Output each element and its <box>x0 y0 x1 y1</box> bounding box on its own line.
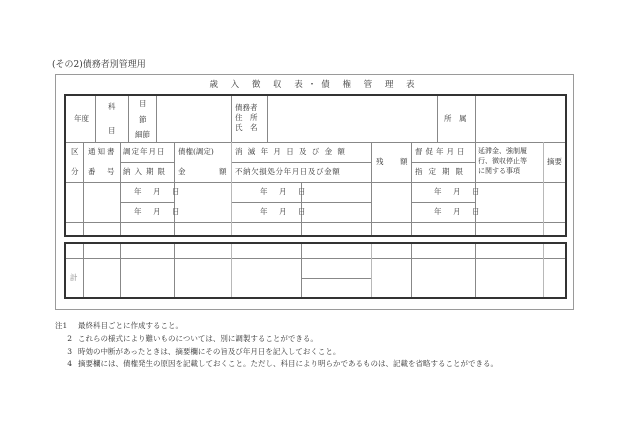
form-caption: (その2)債務者別管理用 <box>52 60 146 70</box>
claim-amount-label-left: 金 <box>178 167 186 176</box>
delinquency-label-line2: 行、徴収停止等 <box>478 157 527 165</box>
designated-deadline-field[interactable]: 年 月 日 <box>434 207 482 216</box>
notice-label-top: 通知書 <box>88 147 117 156</box>
row-divider <box>120 162 174 163</box>
col-divider <box>371 142 372 235</box>
row-divider <box>66 182 565 183</box>
extinction-label: 消滅年月日及び金額 <box>235 147 351 156</box>
note-text: 時効の中断があったときは、摘要欄にその旨及び年月日を記入しておくこと。 <box>78 346 341 356</box>
designated-deadline-label: 指定期限 <box>415 167 469 176</box>
payment-due-label: 納入期限 <box>123 167 169 176</box>
delinquency-label-line3: に関する事項 <box>478 167 520 175</box>
col-divider <box>128 96 129 142</box>
note-number: 2 <box>67 333 72 343</box>
payment-due-field[interactable]: 年 月 日 <box>134 207 182 216</box>
col-divider <box>371 244 372 297</box>
debtor-label-line3: 氏 名 <box>235 123 258 132</box>
claim-amount-label-right: 額 <box>219 167 227 176</box>
demand-date-field[interactable]: 年 月 日 <box>434 187 482 196</box>
debtor-label-line2: 住 所 <box>235 113 258 122</box>
col-divider <box>95 96 96 142</box>
balance-label-left: 残 <box>376 157 384 166</box>
affiliation-field[interactable] <box>476 96 565 142</box>
claim-amount-label-top: 債権(調定) <box>178 147 214 156</box>
col-divider <box>120 142 121 235</box>
demand-date-label: 督促年月日 <box>415 147 468 156</box>
row-divider <box>66 258 565 259</box>
subject-label-bottom: 目 <box>108 126 116 135</box>
col-divider <box>411 244 412 297</box>
item-label-bottom: 細節 <box>135 130 150 139</box>
affiliation-label: 所 属 <box>444 114 467 123</box>
item-field[interactable] <box>157 96 231 142</box>
col-divider <box>83 142 84 235</box>
note-item <box>55 346 498 359</box>
fiscal-year-label: 年度 <box>74 114 89 123</box>
fiscal-year-field[interactable] <box>66 96 95 142</box>
assessment-date-field[interactable]: 年 月 日 <box>134 187 182 196</box>
debtor-label-line1: 債務者 <box>235 103 258 112</box>
col-divider <box>231 142 232 235</box>
col-divider <box>174 244 175 297</box>
form-title: 歳 入 徴 収 表・債 権 管 理 表 <box>209 80 420 90</box>
note-number: 注1 <box>55 321 68 330</box>
category-label-top: 区 <box>71 147 79 156</box>
notes-section <box>55 320 498 371</box>
note-number: 4 <box>67 359 72 369</box>
col-divider <box>437 96 438 142</box>
note-item <box>55 320 498 333</box>
delinquency-label-line1: 延滞金、強制履 <box>478 147 527 155</box>
col-divider <box>231 96 232 142</box>
row-divider <box>231 162 371 163</box>
note-item <box>55 333 498 346</box>
row-divider <box>411 162 475 163</box>
note-text: 最終科目ごとに作成すること。 <box>78 321 183 330</box>
col-divider <box>411 142 412 235</box>
note-text: これらの様式により難いものについては、別に調製することができる。 <box>78 333 318 343</box>
extinction-date-field[interactable]: 年 月 日 <box>260 187 308 196</box>
col-divider <box>543 142 544 235</box>
row-divider <box>411 202 475 203</box>
assessment-date-label: 調定年月日 <box>123 147 166 156</box>
ledger-table <box>64 94 567 237</box>
row-divider <box>66 222 565 223</box>
remarks-label: 摘要 <box>547 157 562 166</box>
item-label-top: 目 <box>139 99 147 108</box>
col-divider <box>83 244 84 297</box>
row-divider <box>301 278 371 279</box>
default-loss-date-field[interactable]: 年 月 日 <box>260 207 308 216</box>
category-label-bottom: 分 <box>71 167 79 176</box>
total-table <box>64 242 567 299</box>
total-label: 計 <box>70 273 78 282</box>
default-loss-label: 不納欠損処分年月日及び金額 <box>235 167 341 176</box>
col-divider <box>231 244 232 297</box>
col-divider <box>301 244 302 297</box>
note-text: 摘要欄には、債権発生の原因を記載しておくこと。ただし、科目により明らかであるものは、記載を省略することができる。 <box>78 359 498 369</box>
notice-label-bottom: 番 号 <box>88 167 117 176</box>
debtor-field[interactable] <box>268 96 437 142</box>
note-number: 3 <box>67 346 72 356</box>
row-divider <box>120 202 174 203</box>
balance-label-right: 額 <box>400 157 408 166</box>
col-divider <box>543 244 544 297</box>
note-item <box>55 358 498 371</box>
row-divider <box>66 142 565 143</box>
col-divider <box>120 244 121 297</box>
subject-label-top: 科 <box>108 102 116 111</box>
item-label-mid: 節 <box>139 115 147 124</box>
col-divider <box>475 244 476 297</box>
